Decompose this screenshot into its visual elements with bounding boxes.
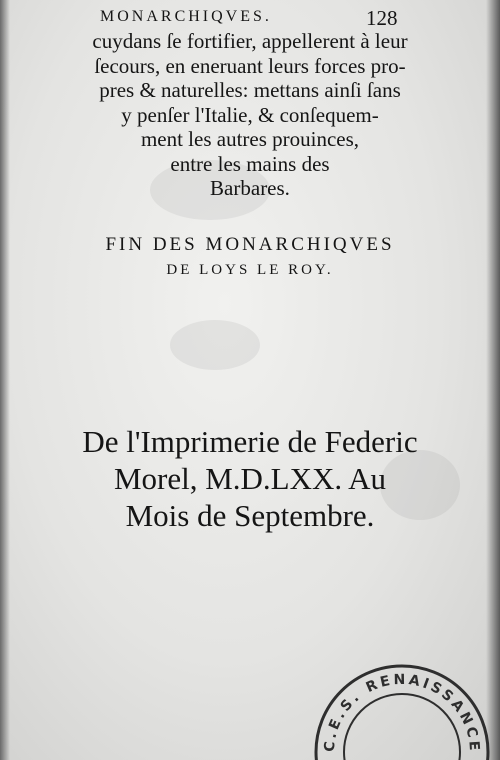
paper-stain — [170, 320, 260, 370]
imprint-line: Mois de Septembre. — [125, 498, 375, 533]
colophon-author: DE LOYS LE ROY. — [166, 262, 334, 278]
text-line: y penſer l'Italie, & conſequem- — [121, 102, 379, 127]
colophon-title: FIN DES MONARCHIQVES — [105, 234, 395, 255]
stamp-graphic — [312, 662, 492, 760]
library-stamp-icon — [312, 662, 492, 760]
text-line: Barbares. — [210, 176, 290, 200]
page-edge-shadow-right — [486, 0, 500, 760]
imprint-line: De l'Imprimerie de Federic — [82, 424, 418, 459]
imprint-line: Morel, M.D.LXX. Au — [113, 461, 387, 496]
text-line: ſecours, en eneruant leurs forces pro- — [94, 53, 406, 78]
imprint — [30, 423, 470, 534]
stamp-text: C.E.S. RENAISSANCE — [321, 671, 483, 755]
text-line: entre les mains des — [170, 151, 330, 176]
page-header — [0, 6, 500, 30]
text-line: ment les autres prouinces, — [140, 127, 360, 151]
text-line: pres & naturelles: mettans ainſi ſans — [99, 78, 401, 102]
running-head: MONARCHIQVES. — [100, 8, 272, 25]
body-text — [40, 29, 460, 201]
page-number: 128 — [366, 6, 398, 30]
page-edge-shadow-left — [0, 0, 10, 760]
colophon — [40, 232, 460, 282]
text-line: cuydans ſe fortifier, appellerent à leur — [92, 29, 408, 53]
